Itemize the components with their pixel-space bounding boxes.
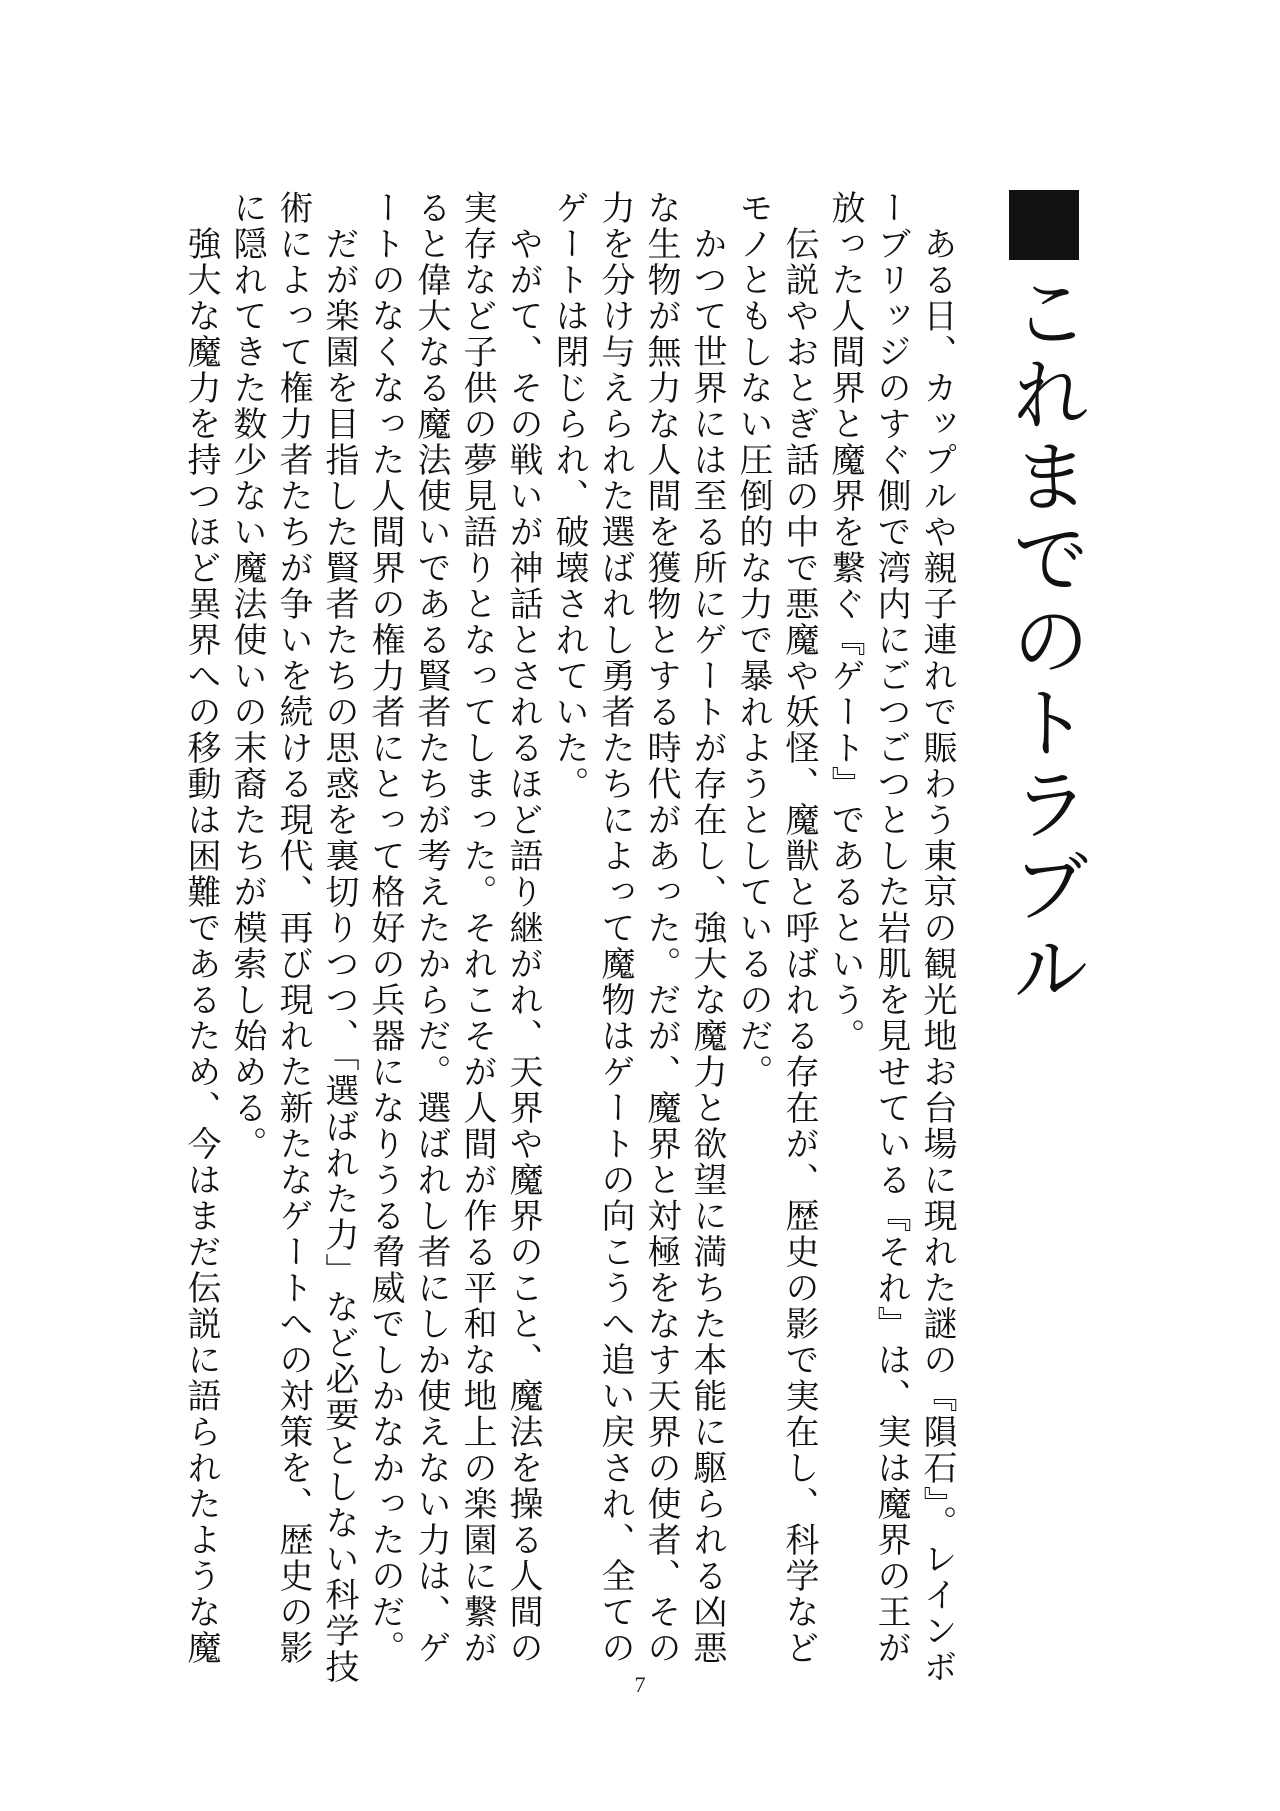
body-line: 力を分け与えられた選ばれし勇者たちによって魔物はゲートの向こうへ追い戻され、全ての — [595, 190, 635, 1666]
body-line: だが楽園を目指した賢者たちの思惑を裏切りつつ、「選ばれた力」など必要としない科学技 — [319, 190, 359, 1685]
section-heading-text: これまでのトラブル — [999, 272, 1089, 1010]
body-line: に隠れてきた数少ない魔法使いの末裔たちが模索し始める。 — [227, 190, 267, 1162]
body-line: モノともしない圧倒的な力で暴れようとしているのだ。 — [733, 190, 773, 1090]
body-line: ゲートは閉じられ、破壊されていた。 — [549, 190, 589, 802]
body-line: 伝説やおとぎ話の中で悪魔や妖怪、魔獣と呼ばれる存在が、歴史の影で実在し、科学など — [779, 190, 819, 1666]
body-line: な生物が無力な人間を獲物とする時代があった。だが、魔界と対極をなす天界の使者、その — [641, 190, 681, 1666]
page-number: 7 — [634, 1672, 646, 1697]
body-line: ートのなくなった人間界の権力者にとって格好の兵器になりうる脅威でしかなかったのだ。 — [365, 190, 405, 1666]
body-line: ると偉大なる魔法使いである賢者たちが考えたからだ。選ばれし者にしか使えない力は、ゲ — [411, 190, 451, 1666]
body-line: 実存など子供の夢見語りとなってしまった。それこそが人間が作る平和な地上の楽園に繋が — [457, 190, 497, 1666]
body-line: ーブリッジのすぐ側で湾内にごつごつとした岩肌を見せている『それ』は、実は魔界の王が — [871, 190, 911, 1666]
body-line: やがて、その戦いが神話とされるほど語り継がれ、天界や魔界のこと、魔法を操る人間の — [503, 190, 543, 1666]
body-line: 強大な魔力を持つほど異界への移動は困難であるため、今はまだ伝説に語られたような魔 — [181, 190, 221, 1666]
body-line: かつて世界には至る所にゲートが存在し、強大な魔力と欲望に満ちた本能に駆られる凶悪 — [687, 190, 727, 1666]
black-square-icon — [1009, 190, 1079, 260]
body-line: 放った人間界と魔界を繋ぐ『ゲート』であるという。 — [825, 190, 865, 1054]
section-heading — [998, 190, 1090, 1610]
vertical-text-block — [178, 190, 1090, 1685]
body-line: 術によって権力者たちが争いを続ける現代、再び現れた新たなゲートへの対策を、歴史の影 — [273, 190, 313, 1666]
body-line: ある日、カップルや親子連れで賑わう東京の観光地お台場に現れた謎の『隕石』。レインボ — [917, 190, 957, 1685]
